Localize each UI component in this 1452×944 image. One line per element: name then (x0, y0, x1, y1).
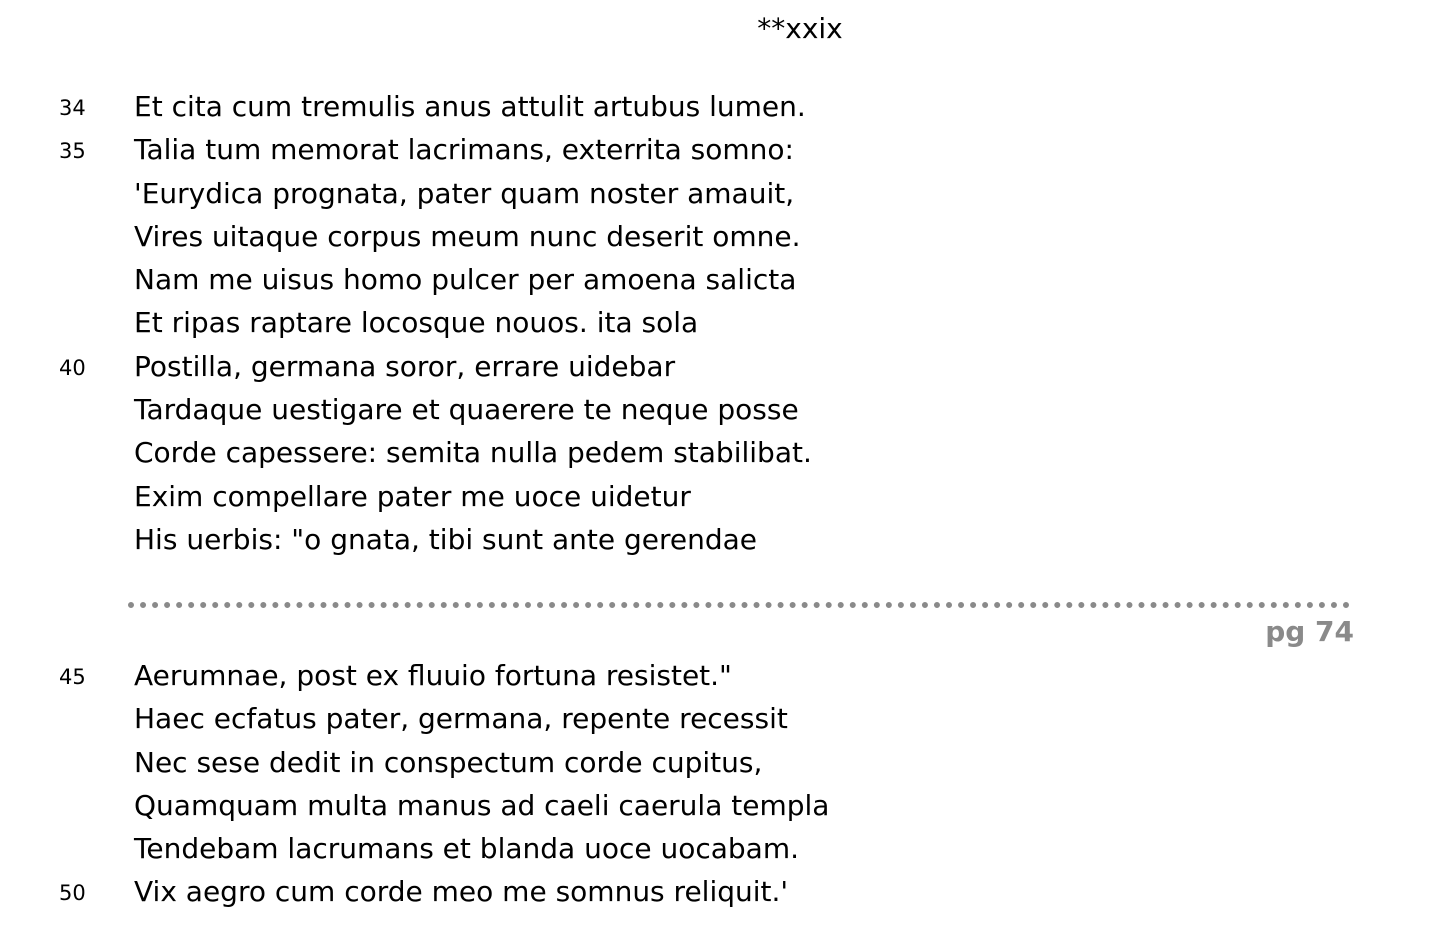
line-number: 40 (59, 355, 86, 380)
verse-text: Nec sese dedit in conspectum corde cupitus, (134, 745, 763, 779)
verse-line (0, 86, 1452, 129)
verse-text: His uerbis: "o gnata, tibi sunt ante gerendae (134, 522, 758, 556)
page-break-divider (128, 602, 1350, 608)
verse-block-before (0, 86, 1452, 562)
line-number: 45 (59, 665, 86, 689)
verse-text: Postilla, germana soror, errare uidebar (134, 349, 676, 383)
verse-line (0, 173, 1452, 216)
verse-line (0, 216, 1452, 259)
verse-text: Exim compellare pater me uoce uidetur (134, 479, 691, 513)
verse-line (0, 389, 1452, 432)
verse-line (0, 519, 1452, 562)
verse-line (0, 129, 1452, 172)
verse-line (0, 655, 1452, 698)
verse-text: Et cita cum tremulis anus attulit artubus lumen. (134, 90, 806, 123)
page-number-marker: pg 74 (1265, 615, 1354, 648)
verse-text: Aerumnae, post ex fluuio fortuna resistet." (134, 659, 732, 692)
verse-line (0, 346, 1452, 389)
verse-line (0, 828, 1452, 871)
verse-line (0, 259, 1452, 302)
verse-line (0, 476, 1452, 519)
verse-line (0, 432, 1452, 475)
line-number: 35 (59, 139, 86, 164)
verse-text: Et ripas raptare locosque nouos. ita sola (134, 306, 699, 340)
verse-line (0, 302, 1452, 345)
verse-text: Tendebam lacrumans et blanda uoce uocabam. (134, 832, 800, 866)
verse-text: Corde capessere: semita nulla pedem stabilibat. (134, 436, 812, 470)
verse-block-after (0, 655, 1452, 915)
line-number: 34 (59, 96, 86, 120)
verse-text: Talia tum memorat lacrimans, exterrita somno: (134, 133, 794, 167)
verse-text: 'Eurydica prognata, pater quam noster amauit, (134, 176, 795, 210)
verse-text: Haec ecfatus pater, germana, repente recessit (134, 702, 788, 736)
verse-text: Vires uitaque corpus meum nunc deserit omne. (134, 219, 801, 253)
verse-text: Quamquam multa manus ad caeli caerula templa (134, 788, 830, 822)
verse-line (0, 785, 1452, 828)
verse-text: Nam me uisus homo pulcer per amoena salicta (134, 263, 797, 297)
verse-line (0, 698, 1452, 741)
verse-text: Vix aegro cum corde meo me somnus reliquit.' (134, 875, 789, 909)
verse-line (0, 742, 1452, 785)
verse-line (0, 871, 1452, 914)
verse-text: Tardaque uestigare et quaerere te neque posse (134, 393, 799, 427)
line-number: 50 (59, 881, 86, 906)
section-heading: **xxix (757, 12, 843, 45)
